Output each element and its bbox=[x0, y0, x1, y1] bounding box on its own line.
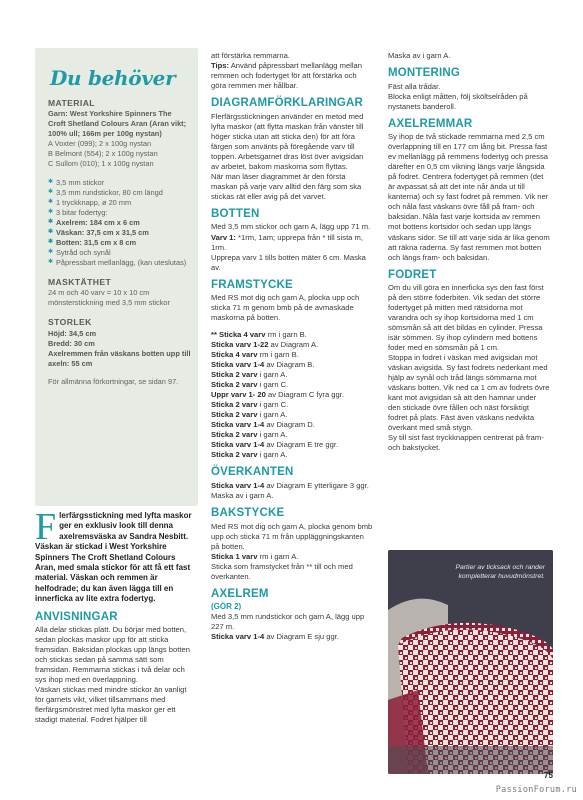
abbreviations-note: För allmänna förkortningar, se sidan 97. bbox=[48, 376, 179, 386]
tool-item: ✱ 3 bitar fodertyg: bbox=[48, 208, 191, 218]
bag-photo-image bbox=[388, 550, 553, 774]
column-1 bbox=[35, 506, 197, 725]
assembly-heading: MONTERING bbox=[388, 67, 461, 80]
instruction-row bbox=[211, 330, 373, 340]
row-label: Sticka varv 1-4 bbox=[211, 632, 265, 642]
photo-caption: Partier av ticksack och rander kompletterar huvudmönstret. bbox=[455, 564, 545, 581]
watermark: PassionForum.ru bbox=[495, 784, 577, 795]
row-text: rm i garn A. bbox=[257, 551, 299, 561]
instruction-row bbox=[211, 390, 373, 400]
row-label: Sticka 2 varv bbox=[211, 430, 258, 440]
instruction-row bbox=[211, 340, 373, 350]
row-label: Uppr varv 1- 20 bbox=[211, 390, 266, 400]
gauge-heading: MASKTÄTHET bbox=[48, 277, 112, 288]
top-edge-row bbox=[211, 481, 373, 491]
chart-key-heading: DIAGRAMFÖRKLARINGAR bbox=[211, 97, 364, 110]
row-label: Sticka varv 1-4 bbox=[211, 440, 265, 450]
instruction-row bbox=[211, 420, 373, 430]
material-text-content: Garn: West Yorkshire Spinners The Croft Shetland Colours Aran (Aran vikt; 100% ull; 166m per 100g nystan) bbox=[48, 109, 187, 139]
strap-row bbox=[211, 632, 373, 642]
row-label: Sticka varv 1-4 bbox=[211, 420, 265, 430]
material-text bbox=[48, 109, 191, 139]
row-label: Sticka 2 varv bbox=[211, 380, 258, 390]
row-text: i garn C. bbox=[257, 400, 289, 410]
continued-text: att förstärka remmarna. bbox=[211, 51, 290, 60]
row-text: av Diagram C fyra ggr. bbox=[265, 390, 344, 400]
straps-heading: AXELREMMAR bbox=[388, 117, 473, 130]
intro-paragraph bbox=[35, 506, 197, 605]
base-heading: BOTTEN bbox=[211, 207, 260, 220]
yarn-item: C Sullom (010); 1 x 100g nystan bbox=[48, 159, 154, 169]
row-text: rm i garn B. bbox=[257, 350, 299, 360]
size-list bbox=[48, 329, 191, 369]
tool-item-bold: ✱ Väskan: 37,5 cm x 31,5 cm bbox=[48, 228, 191, 238]
yarn-item: A Voxter (099); 2 x 100g nystan bbox=[48, 139, 152, 149]
materials-box bbox=[35, 48, 198, 506]
row-label: Sticka varv 1-4 bbox=[211, 360, 265, 370]
instruction-row bbox=[211, 430, 373, 440]
tool-item-bold: ✱ Botten: 31,5 cm x 8 cm bbox=[48, 238, 191, 248]
back-row bbox=[211, 552, 373, 562]
row-text: i garn C. bbox=[257, 380, 289, 390]
base-text: Med 3,5 mm stickor och garn A, lägg upp 71 m. bbox=[211, 222, 371, 232]
column-2 bbox=[211, 51, 373, 642]
intro-text: lerfärgsstickning med lyfta maskor ger en exklusiv look till denna axelremsväska av Sandra Nesbitt. Väskan är stickad i West Yorkshire Spinners The Croft Shetland Colours Aran, med smala stickor för att få ett fast material. Väskan och remmen är helfodrade; du kan även lägga till en innerficka av lite extra fodertyg. bbox=[35, 511, 192, 604]
straps-text: Sy ihop de två stickade remmarna med 2,5 cm överlappning till en 177 cm lång bit. Pressa fast ev mellanlägg på remmens fodertyg och pressa därefter en 0,5 cm vikning längs varje långsida på fodret. Centrera fodertyget på remmen (det är avpassat så att det inte når ända ut till kanterna) och sy fast fodret på remmen. Vik ner och nåla fast väskans övre fåll på fram- och baksidan. Nåla fast varje kortsida av remmen mot bottens kortsidor och sedan upp längs väskans sidor. Se till att varje sida är lika genom att räkna raderna. Sy fast remmen mot botten och längs fram- och baksidan. bbox=[388, 132, 550, 262]
yarn-list bbox=[48, 139, 191, 169]
top-edge-text: Maska av i garn A. bbox=[211, 491, 274, 501]
row-text: rm i garn B. bbox=[265, 330, 307, 340]
row-label: Sticka varv 1-22 bbox=[211, 340, 269, 350]
row-text: av Diagram E ytterligare 3 ggr. bbox=[264, 481, 369, 491]
size-item: Bredd: 30 cm bbox=[48, 338, 95, 348]
row-text: i garn A. bbox=[257, 450, 288, 460]
size-item: Höjd: 34,5 cm bbox=[48, 328, 97, 338]
tool-item: ✱ Sytråd och synål bbox=[48, 248, 191, 258]
lining-heading: FODRET bbox=[388, 268, 437, 281]
base-text: Upprepa varv 1 tills botten mäter 6 cm. Maska av. bbox=[211, 252, 366, 272]
front-heading: FRAMSTYCKE bbox=[211, 278, 293, 291]
column-3 bbox=[388, 51, 550, 453]
row-label: Sticka 2 varv bbox=[211, 400, 258, 410]
front-text: Med RS mot dig och garn A, plocka upp och sticka 71 m genom bmb på de avmaskade maskorna på botten. bbox=[211, 293, 360, 323]
yarn-item: B Belmont (554); 2 x 100g nystan bbox=[48, 149, 158, 159]
front-rows bbox=[211, 330, 373, 460]
tool-item-bold: ✱ Axelrem: 184 cm x 6 cm bbox=[48, 218, 191, 228]
tool-item: ✱ 3,5 mm rundstickor, 80 cm längd bbox=[48, 188, 191, 198]
row-label: Sticka 2 varv bbox=[211, 410, 258, 420]
box-title: Du behöver bbox=[50, 66, 176, 90]
instructions-heading: ANVISNINGAR bbox=[35, 610, 118, 623]
top-edge-heading: ÖVERKANTEN bbox=[211, 466, 294, 479]
instruction-row bbox=[211, 350, 373, 360]
back-heading: BAKSTYCKE bbox=[211, 507, 285, 520]
row-label: Varv 1: bbox=[211, 232, 236, 242]
strap-subheading: (GÖR 2) bbox=[211, 601, 242, 611]
row-label: Sticka varv 1-4 bbox=[211, 481, 265, 491]
row-text: av Diagram E tre ggr. bbox=[264, 440, 339, 450]
strap-heading: AXELREM bbox=[211, 587, 269, 600]
tool-item: ✱ 1 tryckknapp, ø 20 mm bbox=[48, 198, 191, 208]
row-text: i garn A. bbox=[257, 370, 288, 380]
tips-content: Använd påpressbart mellanlägg mellan remmen och fodertyget för att förstärka och göra remmen mer hållbar. bbox=[211, 61, 362, 91]
instruction-row bbox=[211, 380, 373, 390]
tool-item: ✱ Påpressbart mellanlägg, (kan uteslutas) bbox=[48, 258, 191, 268]
continued-text: Maska av i garn A. bbox=[388, 51, 451, 60]
row-label: Sticka 2 varv bbox=[211, 370, 258, 380]
instruction-row bbox=[211, 370, 373, 380]
gauge-text: 24 m och 40 varv = 10 x 10 cm mönsterstickning med 3,5 mm stickor bbox=[48, 288, 170, 308]
instructions-text: Alla delar stickas platt. Du börjar med botten, sedan plockas maskor upp för att sticka framsidan. Baksidan plockas upp längs botten och stickas sedan på samma sätt som framsidan. Remmarna stickas i två delar och sys ihop med en överlappning. Väskan stickas med mindre stickor än vanligt för garnets vikt, vilket tillsammans med flerfärgsmönstret med lyfta maskor ger ett stadigt material. Fodret hjälper till bbox=[35, 625, 190, 725]
instruction-row bbox=[211, 400, 373, 410]
instruction-row bbox=[211, 360, 373, 370]
instruction-row bbox=[211, 450, 373, 460]
row-text: av Diagram B. bbox=[264, 360, 315, 370]
tools-list bbox=[48, 178, 191, 268]
back-text: Med RS mot dig och garn A, plocka genom bmb upp och sticka 71 m från uppläggningskanten på botten. bbox=[211, 521, 373, 551]
row-text: av Diagram D. bbox=[264, 420, 315, 430]
assembly-text: Fäst alla trådar. Blocka enligt måtten, följ sköltselråden på nystanets banderoll. bbox=[388, 81, 528, 111]
chart-key-text: Flerfärgsstickningen använder en metod med lyfta maskor (att flytta maskan från vänster till höger sticka utan att sticka den) för att föra färgen som använts på föregående varv till toppen. Arbetsgarnet dras löst över avigsidan av arbetet, bakom maskorna som flyttas. När man läser diagrammet är den första maskan på varje varv alltid den färg som ska stickas rät eller avig på det varvet. bbox=[211, 111, 364, 201]
row-label: ** Sticka 4 varv bbox=[211, 330, 266, 340]
tips-text bbox=[211, 61, 373, 91]
row-text: av Diagram A. bbox=[268, 340, 319, 350]
row-text: *1rm, 1am; upprepa från * till sista m, 1rm. bbox=[211, 232, 363, 252]
base-row bbox=[211, 233, 373, 253]
tool-item: ✱ 3,5 mm stickor bbox=[48, 178, 191, 188]
row-text: i garn A. bbox=[257, 410, 288, 420]
row-text: i garn A. bbox=[257, 430, 288, 440]
drop-cap: F bbox=[35, 506, 57, 548]
bag-photo bbox=[388, 550, 553, 774]
back-text: Sticka som framstycket från ** till och med överkanten. bbox=[211, 561, 353, 581]
strap-text: Med 3,5 mm rundstickor och garn A, lägg upp 227 m. bbox=[211, 612, 365, 632]
tips-label: Tips: bbox=[211, 61, 230, 71]
instruction-row bbox=[211, 440, 373, 450]
material-heading: MATERIAL bbox=[48, 98, 95, 108]
row-label: Sticka 4 varv bbox=[211, 350, 258, 360]
row-text: av Diagram E sju ggr. bbox=[264, 632, 339, 642]
instruction-row bbox=[211, 410, 373, 420]
row-label: Sticka 1 varv bbox=[211, 551, 258, 561]
lining-text: Om du vill göra en innerficka sys den fast först på den större foderbiten. Vik sedan det större fodertyget på mitten med rätsidorna mot varandra och sy ihop kortsidorna med 1 cm sömsmån så att det bildas en cylinder. Pressa isär sömmen. Sy ihop cylindern med bottens foder med en sömsmån på 1 cm. Stoppa in fodret i väskan med avigsidan mot väskan avigsida. Sy fast fodrets nederkant med hjälp av synål och tråd längs sömmarna mot väskans botten. Vik ned ca 1 cm av fodrets övre kant mot avigsidan så att den hamnar under den stickade övre fållen och näst försiktigt fodret på plats. Fäst även väskans nedvikta överkant med små stygn. Sy till sist fast tryckknappen centrerat på fram- och bakstycket. bbox=[388, 283, 550, 453]
row-label: Sticka 2 varv bbox=[211, 450, 258, 460]
page-number: 75 bbox=[544, 771, 553, 780]
size-heading: STORLEK bbox=[48, 317, 92, 328]
size-item: Axelremmen från väskans botten upp till axeln: 55 cm bbox=[48, 348, 191, 368]
